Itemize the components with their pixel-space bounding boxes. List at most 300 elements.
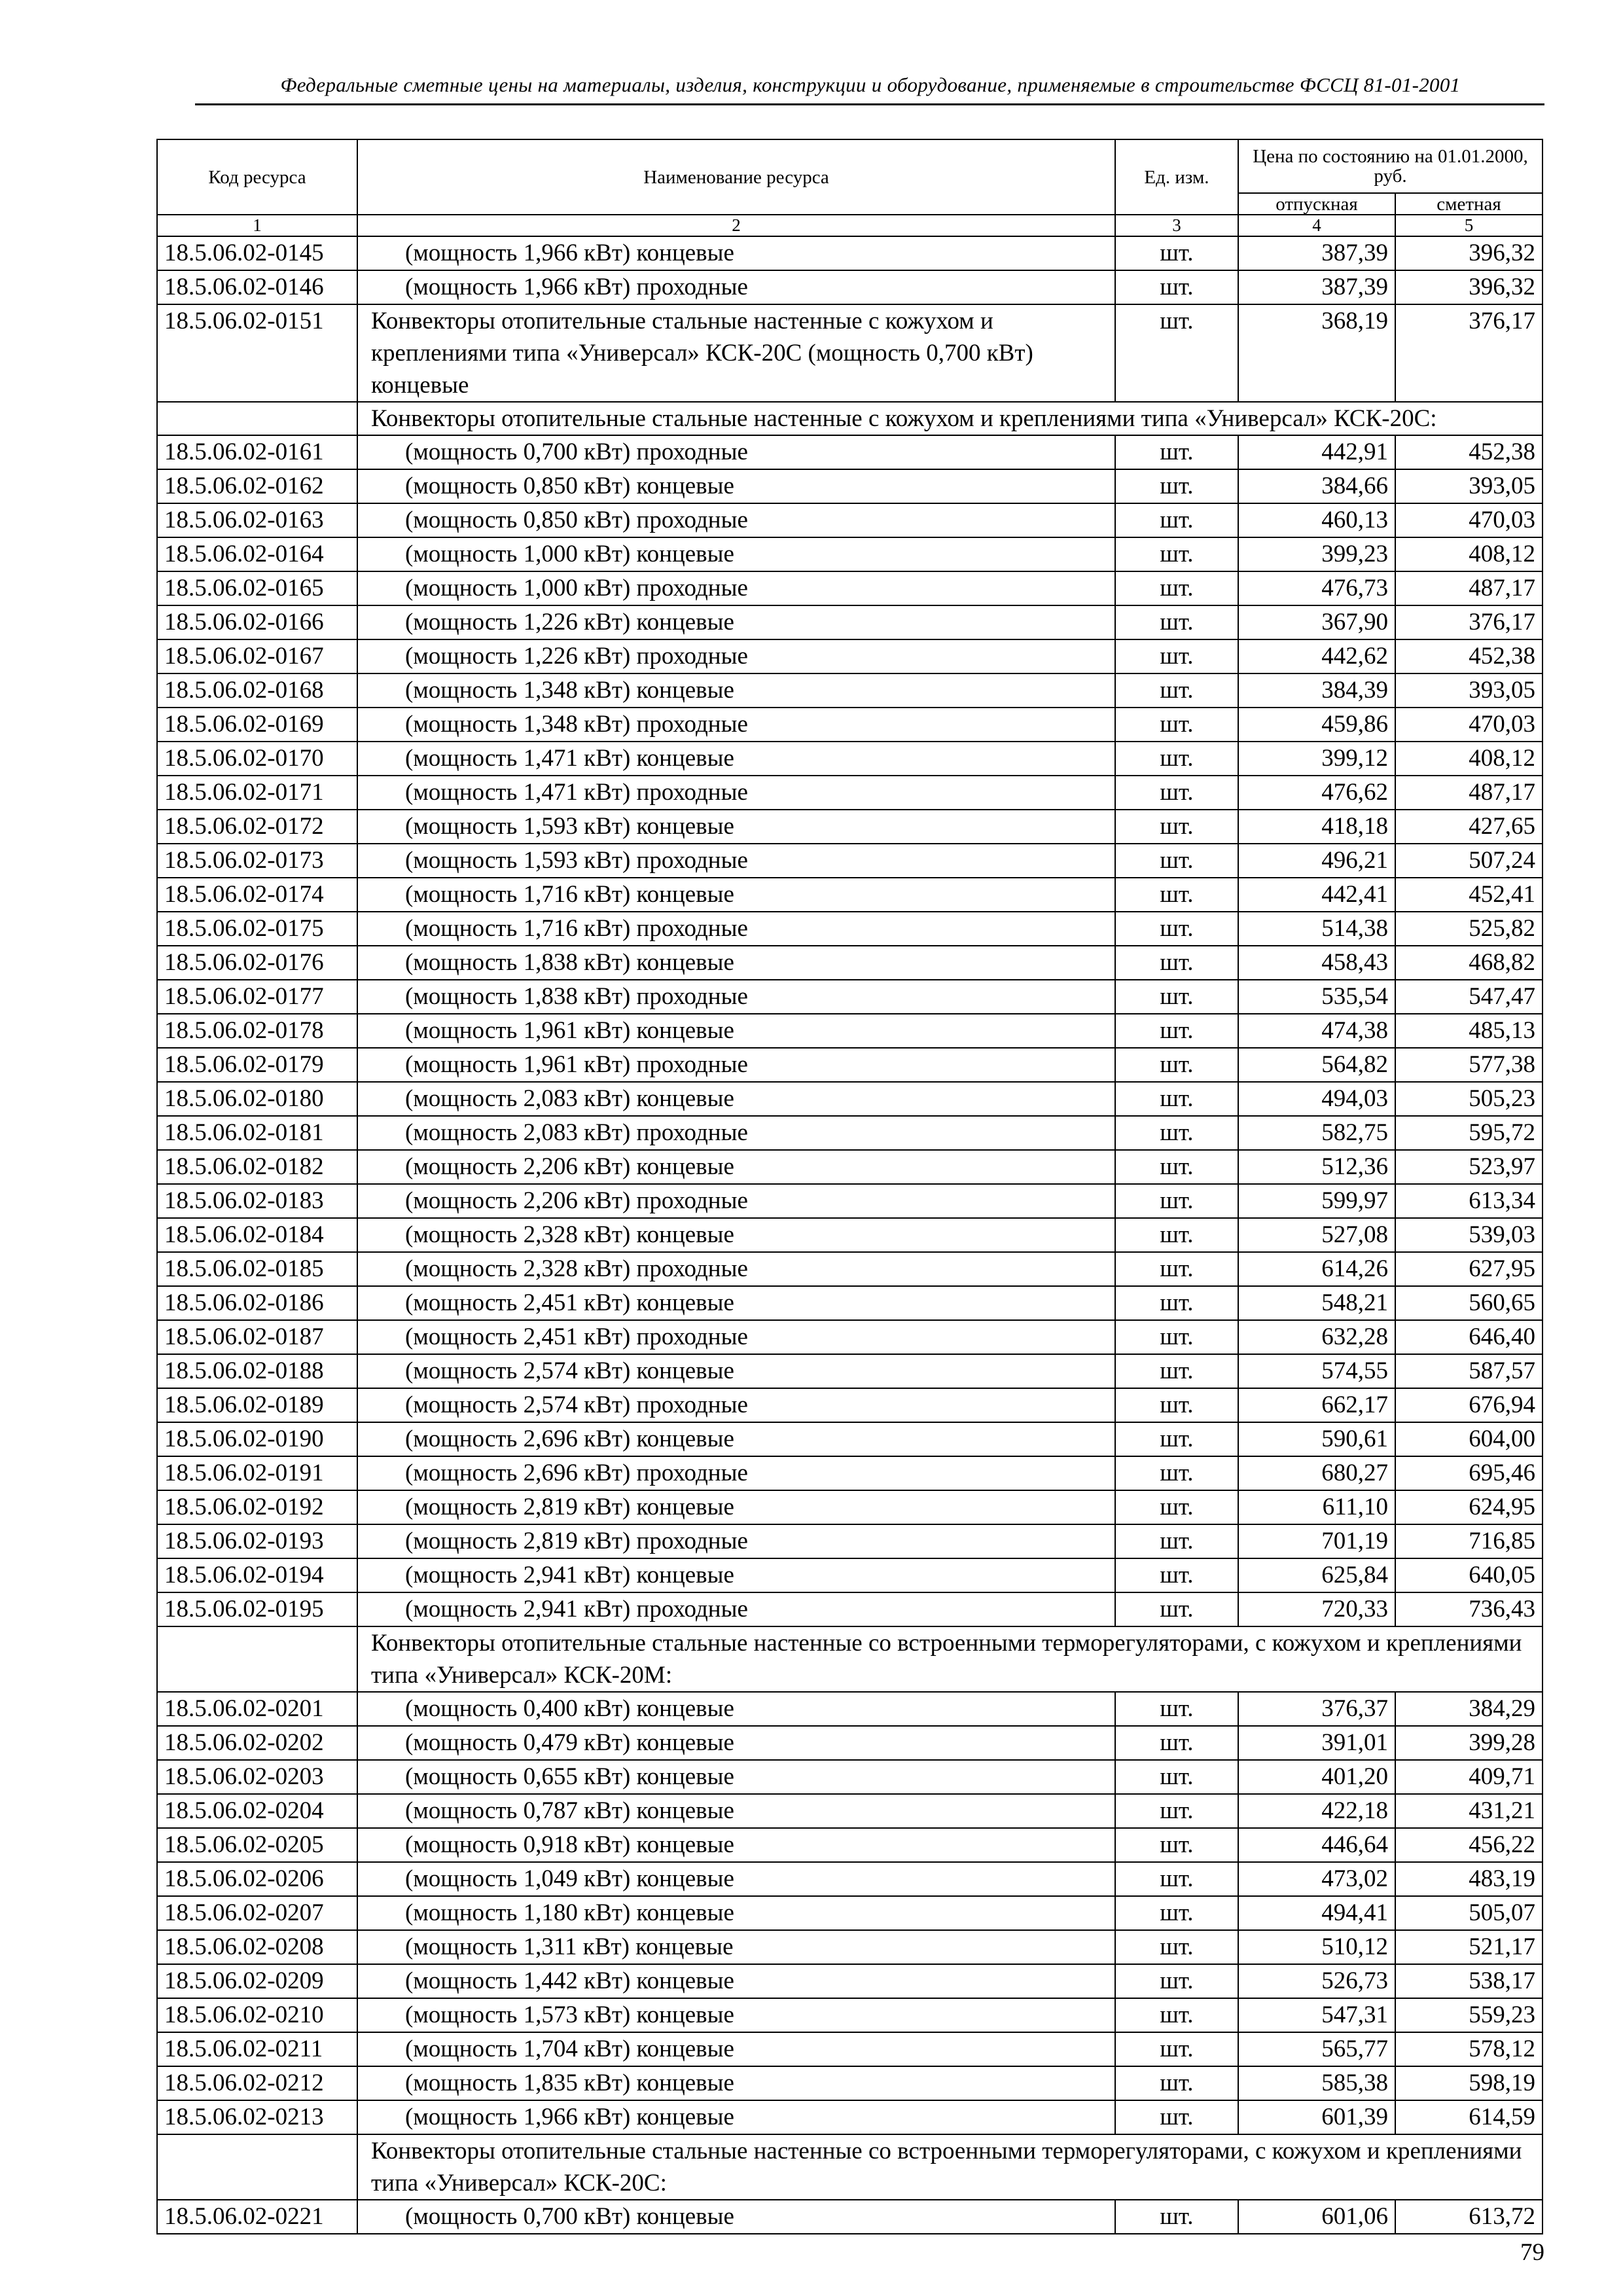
estimate-price: 598,19: [1395, 2066, 1543, 2100]
estimate-price: 577,38: [1395, 1048, 1543, 1082]
release-price: 476,62: [1238, 776, 1395, 810]
release-price: 399,12: [1238, 742, 1395, 776]
estimate-price: 396,32: [1395, 270, 1543, 304]
resource-name: (мощность 2,819 кВт) проходные: [357, 1524, 1115, 1558]
release-price: 632,28: [1238, 1320, 1395, 1354]
unit-cell: шт.: [1115, 810, 1238, 844]
table-row: [157, 1116, 1543, 1150]
table-row: [157, 1218, 1543, 1252]
estimate-price: 485,13: [1395, 1014, 1543, 1048]
table-row: [157, 1354, 1543, 1388]
table-row: [157, 1286, 1543, 1320]
group-heading: Конвекторы отопительные стальные настенные со встроенными терморегуляторами, с кожухом и креплениями типа «Универсал» КСК-20С:: [357, 2134, 1543, 2200]
resource-code: 18.5.06.02-0202: [157, 1726, 357, 1760]
col-number: 3: [1115, 215, 1238, 236]
table-row: [157, 1558, 1543, 1592]
table-row: [157, 304, 1543, 402]
unit-cell: шт.: [1115, 1524, 1238, 1558]
release-price: 401,20: [1238, 1760, 1395, 1794]
release-price: 527,08: [1238, 1218, 1395, 1252]
resource-name: (мощность 1,716 кВт) проходные: [357, 912, 1115, 946]
resource-code: 18.5.06.02-0208: [157, 1930, 357, 1964]
resource-code: 18.5.06.02-0179: [157, 1048, 357, 1082]
resource-code: 18.5.06.02-0180: [157, 1082, 357, 1116]
resource-name: (мощность 1,966 кВт) концевые: [357, 2100, 1115, 2134]
resource-code: 18.5.06.02-0178: [157, 1014, 357, 1048]
estimate-price: 456,22: [1395, 1828, 1543, 1862]
estimate-price: 452,41: [1395, 878, 1543, 912]
resource-name: (мощность 0,700 кВт) проходные: [357, 435, 1115, 469]
resource-code: 18.5.06.02-0182: [157, 1150, 357, 1184]
release-price: 494,03: [1238, 1082, 1395, 1116]
resource-code: 18.5.06.02-0172: [157, 810, 357, 844]
estimate-price: 470,03: [1395, 708, 1543, 742]
estimate-price: 427,65: [1395, 810, 1543, 844]
resource-name: (мощность 1,704 кВт) концевые: [357, 2032, 1115, 2066]
unit-cell: шт.: [1115, 1592, 1238, 1626]
release-price: 376,37: [1238, 1692, 1395, 1726]
release-price: 459,86: [1238, 708, 1395, 742]
resource-name: (мощность 0,850 кВт) проходные: [357, 503, 1115, 537]
table-row: [157, 742, 1543, 776]
unit-cell: шт.: [1115, 1048, 1238, 1082]
resource-name: (мощность 1,966 кВт) концевые: [357, 236, 1115, 270]
table-row: [157, 1794, 1543, 1828]
unit-cell: шт.: [1115, 1862, 1238, 1896]
unit-cell: шт.: [1115, 1558, 1238, 1592]
estimate-price: 627,95: [1395, 1252, 1543, 1286]
price-table: [156, 139, 1543, 2234]
release-price: 601,06: [1238, 2200, 1395, 2234]
unit-cell: шт.: [1115, 605, 1238, 639]
resource-code: 18.5.06.02-0171: [157, 776, 357, 810]
resource-code: 18.5.06.02-0165: [157, 571, 357, 605]
estimate-price: 521,17: [1395, 1930, 1543, 1964]
resource-name: (мощность 2,941 кВт) проходные: [357, 1592, 1115, 1626]
estimate-price: 409,71: [1395, 1760, 1543, 1794]
resource-name: (мощность 0,400 кВт) концевые: [357, 1692, 1115, 1726]
estimate-price: 736,43: [1395, 1592, 1543, 1626]
resource-code: 18.5.06.02-0209: [157, 1964, 357, 1998]
table-row: [157, 1896, 1543, 1930]
resource-name: (мощность 1,835 кВт) концевые: [357, 2066, 1115, 2100]
resource-name: (мощность 1,961 кВт) концевые: [357, 1014, 1115, 1048]
table-row: [157, 844, 1543, 878]
resource-name: (мощность 1,593 кВт) концевые: [357, 810, 1115, 844]
table-row: [157, 1422, 1543, 1456]
resource-name: (мощность 1,049 кВт) концевые: [357, 1862, 1115, 1896]
unit-cell: шт.: [1115, 1490, 1238, 1524]
estimate-price: 393,05: [1395, 673, 1543, 708]
table-row: [157, 946, 1543, 980]
release-price: 442,62: [1238, 639, 1395, 673]
estimate-price: 408,12: [1395, 537, 1543, 571]
release-price: 473,02: [1238, 1862, 1395, 1896]
estimate-price: 646,40: [1395, 1320, 1543, 1354]
unit-cell: шт.: [1115, 1456, 1238, 1490]
resource-name: (мощность 2,696 кВт) концевые: [357, 1422, 1115, 1456]
estimate-price: 716,85: [1395, 1524, 1543, 1558]
unit-cell: шт.: [1115, 673, 1238, 708]
estimate-price: 376,17: [1395, 304, 1543, 402]
estimate-price: 507,24: [1395, 844, 1543, 878]
table-row: [157, 1014, 1543, 1048]
resource-code: 18.5.06.02-0190: [157, 1422, 357, 1456]
table-row: [157, 810, 1543, 844]
release-price: 460,13: [1238, 503, 1395, 537]
release-price: 494,41: [1238, 1896, 1395, 1930]
resource-code: 18.5.06.02-0210: [157, 1998, 357, 2032]
resource-code: 18.5.06.02-0151: [157, 304, 357, 402]
resource-name: (мощность 1,348 кВт) проходные: [357, 708, 1115, 742]
release-price: 720,33: [1238, 1592, 1395, 1626]
unit-cell: шт.: [1115, 1150, 1238, 1184]
release-price: 510,12: [1238, 1930, 1395, 1964]
resource-code: 18.5.06.02-0212: [157, 2066, 357, 2100]
unit-cell: шт.: [1115, 1794, 1238, 1828]
estimate-price: 614,59: [1395, 2100, 1543, 2134]
resource-code: 18.5.06.02-0188: [157, 1354, 357, 1388]
resource-name: (мощность 0,850 кВт) концевые: [357, 469, 1115, 503]
unit-cell: шт.: [1115, 639, 1238, 673]
resource-code: 18.5.06.02-0176: [157, 946, 357, 980]
group-code-cell: [157, 2134, 357, 2200]
col-header-unit: Ед. изм.: [1115, 139, 1238, 215]
release-price: 387,39: [1238, 236, 1395, 270]
estimate-price: 384,29: [1395, 1692, 1543, 1726]
unit-cell: шт.: [1115, 469, 1238, 503]
release-price: 590,61: [1238, 1422, 1395, 1456]
unit-cell: шт.: [1115, 708, 1238, 742]
unit-cell: шт.: [1115, 878, 1238, 912]
table-row: [157, 776, 1543, 810]
release-price: 582,75: [1238, 1116, 1395, 1150]
resource-name: (мощность 0,700 кВт) концевые: [357, 2200, 1115, 2234]
unit-cell: шт.: [1115, 1218, 1238, 1252]
unit-cell: шт.: [1115, 236, 1238, 270]
estimate-price: 640,05: [1395, 1558, 1543, 1592]
estimate-price: 376,17: [1395, 605, 1543, 639]
resource-code: 18.5.06.02-0175: [157, 912, 357, 946]
resource-name: (мощность 2,574 кВт) проходные: [357, 1388, 1115, 1422]
resource-code: 18.5.06.02-0177: [157, 980, 357, 1014]
header-rule: [195, 103, 1544, 105]
unit-cell: шт.: [1115, 1930, 1238, 1964]
estimate-price: 595,72: [1395, 1116, 1543, 1150]
release-price: 585,38: [1238, 2066, 1395, 2100]
resource-name: (мощность 1,838 кВт) концевые: [357, 946, 1115, 980]
estimate-price: 468,82: [1395, 946, 1543, 980]
group-heading-row: [157, 2134, 1543, 2200]
unit-cell: шт.: [1115, 912, 1238, 946]
resource-code: 18.5.06.02-0211: [157, 2032, 357, 2066]
estimate-price: 483,19: [1395, 1862, 1543, 1896]
release-price: 601,39: [1238, 2100, 1395, 2134]
resource-name: (мощность 1,966 кВт) проходные: [357, 270, 1115, 304]
resource-name: (мощность 2,206 кВт) проходные: [357, 1184, 1115, 1218]
table-row: [157, 2100, 1543, 2134]
resource-code: 18.5.06.02-0174: [157, 878, 357, 912]
resource-name: (мощность 1,348 кВт) концевые: [357, 673, 1115, 708]
release-price: 418,18: [1238, 810, 1395, 844]
resource-name: (мощность 1,226 кВт) концевые: [357, 605, 1115, 639]
release-price: 496,21: [1238, 844, 1395, 878]
resource-code: 18.5.06.02-0146: [157, 270, 357, 304]
resource-code: 18.5.06.02-0145: [157, 236, 357, 270]
estimate-price: 559,23: [1395, 1998, 1543, 2032]
group-heading: Конвекторы отопительные стальные настенные с кожухом и креплениями типа «Универсал» КСК-20С:: [357, 402, 1543, 435]
release-price: 422,18: [1238, 1794, 1395, 1828]
release-price: 391,01: [1238, 1726, 1395, 1760]
table-row: [157, 1524, 1543, 1558]
col-number: 1: [157, 215, 357, 236]
resource-code: 18.5.06.02-0187: [157, 1320, 357, 1354]
resource-name: (мощность 2,083 кВт) концевые: [357, 1082, 1115, 1116]
unit-cell: шт.: [1115, 1760, 1238, 1794]
group-code-cell: [157, 1626, 357, 1692]
col-header-name: Наименование ресурса: [357, 139, 1115, 215]
estimate-price: 539,03: [1395, 1218, 1543, 1252]
table-row: [157, 1320, 1543, 1354]
resource-code: 18.5.06.02-0183: [157, 1184, 357, 1218]
estimate-price: 399,28: [1395, 1726, 1543, 1760]
resource-name: (мощность 0,479 кВт) концевые: [357, 1726, 1115, 1760]
estimate-price: 396,32: [1395, 236, 1543, 270]
table-row: [157, 1490, 1543, 1524]
estimate-price: 393,05: [1395, 469, 1543, 503]
release-price: 458,43: [1238, 946, 1395, 980]
table-row: [157, 1150, 1543, 1184]
resource-code: 18.5.06.02-0195: [157, 1592, 357, 1626]
table-row: [157, 1184, 1543, 1218]
resource-name: (мощность 1,471 кВт) концевые: [357, 742, 1115, 776]
resource-code: 18.5.06.02-0213: [157, 2100, 357, 2134]
release-price: 384,39: [1238, 673, 1395, 708]
resource-code: 18.5.06.02-0221: [157, 2200, 357, 2234]
estimate-price: 523,97: [1395, 1150, 1543, 1184]
table-row: [157, 236, 1543, 270]
estimate-price: 431,21: [1395, 1794, 1543, 1828]
resource-code: 18.5.06.02-0205: [157, 1828, 357, 1862]
unit-cell: шт.: [1115, 2032, 1238, 2066]
release-price: 662,17: [1238, 1388, 1395, 1422]
release-price: 565,77: [1238, 2032, 1395, 2066]
release-price: 384,66: [1238, 469, 1395, 503]
table-row: [157, 2200, 1543, 2234]
resource-code: 18.5.06.02-0201: [157, 1692, 357, 1726]
resource-name: (мощность 1,000 кВт) концевые: [357, 537, 1115, 571]
estimate-price: 547,47: [1395, 980, 1543, 1014]
table-row: [157, 1692, 1543, 1726]
table-row: [157, 1048, 1543, 1082]
resource-code: 18.5.06.02-0193: [157, 1524, 357, 1558]
unit-cell: шт.: [1115, 537, 1238, 571]
resource-code: 18.5.06.02-0161: [157, 435, 357, 469]
estimate-price: 578,12: [1395, 2032, 1543, 2066]
col-number: 4: [1238, 215, 1395, 236]
table-row: [157, 571, 1543, 605]
table-row: [157, 503, 1543, 537]
resource-code: 18.5.06.02-0194: [157, 1558, 357, 1592]
unit-cell: шт.: [1115, 1422, 1238, 1456]
release-price: 574,55: [1238, 1354, 1395, 1388]
resource-name: (мощность 1,442 кВт) концевые: [357, 1964, 1115, 1998]
resource-name: (мощность 1,311 кВт) концевые: [357, 1930, 1115, 1964]
unit-cell: шт.: [1115, 1692, 1238, 1726]
estimate-price: 613,72: [1395, 2200, 1543, 2234]
resource-code: 18.5.06.02-0204: [157, 1794, 357, 1828]
table-row: [157, 1760, 1543, 1794]
unit-cell: шт.: [1115, 1082, 1238, 1116]
col-header-release: отпускная: [1238, 193, 1395, 215]
resource-name: (мощность 2,451 кВт) концевые: [357, 1286, 1115, 1320]
unit-cell: шт.: [1115, 1184, 1238, 1218]
resource-name: Конвекторы отопительные стальные настенные с кожухом и креплениями типа «Универсал» КСК-20С (мощность 0,700 кВт) концевые: [357, 304, 1115, 402]
unit-cell: шт.: [1115, 1354, 1238, 1388]
resource-code: 18.5.06.02-0163: [157, 503, 357, 537]
resource-code: 18.5.06.02-0191: [157, 1456, 357, 1490]
col-header-code: Код ресурса: [157, 139, 357, 215]
estimate-price: 613,34: [1395, 1184, 1543, 1218]
release-price: 514,38: [1238, 912, 1395, 946]
unit-cell: шт.: [1115, 1998, 1238, 2032]
release-price: 564,82: [1238, 1048, 1395, 1082]
release-price: 611,10: [1238, 1490, 1395, 1524]
table-row: [157, 2066, 1543, 2100]
resource-code: 18.5.06.02-0170: [157, 742, 357, 776]
table-body: [157, 236, 1543, 2234]
resource-code: 18.5.06.02-0164: [157, 537, 357, 571]
resource-name: (мощность 2,206 кВт) концевые: [357, 1150, 1115, 1184]
estimate-price: 538,17: [1395, 1964, 1543, 1998]
resource-name: (мощность 2,819 кВт) концевые: [357, 1490, 1115, 1524]
table-row: [157, 1862, 1543, 1896]
table-row: [157, 270, 1543, 304]
estimate-price: 505,23: [1395, 1082, 1543, 1116]
release-price: 476,73: [1238, 571, 1395, 605]
page-number: 79: [1520, 2239, 1544, 2266]
resource-name: (мощность 2,574 кВт) концевые: [357, 1354, 1115, 1388]
group-heading-row: [157, 1626, 1543, 1692]
resource-name: (мощность 0,655 кВт) концевые: [357, 1760, 1115, 1794]
resource-name: (мощность 1,471 кВт) проходные: [357, 776, 1115, 810]
release-price: 442,91: [1238, 435, 1395, 469]
unit-cell: шт.: [1115, 2100, 1238, 2134]
table-row: [157, 1828, 1543, 1862]
resource-name: (мощность 1,961 кВт) проходные: [357, 1048, 1115, 1082]
resource-name: (мощность 2,328 кВт) проходные: [357, 1252, 1115, 1286]
unit-cell: шт.: [1115, 1828, 1238, 1862]
resource-name: (мощность 1,000 кВт) проходные: [357, 571, 1115, 605]
table-row: [157, 980, 1543, 1014]
resource-code: 18.5.06.02-0203: [157, 1760, 357, 1794]
release-price: 547,31: [1238, 1998, 1395, 2032]
resource-code: 18.5.06.02-0169: [157, 708, 357, 742]
table-row: [157, 1998, 1543, 2032]
group-code-cell: [157, 402, 357, 435]
release-price: 442,41: [1238, 878, 1395, 912]
table-row: [157, 1592, 1543, 1626]
release-price: 512,36: [1238, 1150, 1395, 1184]
resource-name: (мощность 1,180 кВт) концевые: [357, 1896, 1115, 1930]
unit-cell: шт.: [1115, 1320, 1238, 1354]
unit-cell: шт.: [1115, 2200, 1238, 2234]
estimate-price: 587,57: [1395, 1354, 1543, 1388]
resource-name: (мощность 2,328 кВт) концевые: [357, 1218, 1115, 1252]
release-price: 548,21: [1238, 1286, 1395, 1320]
resource-code: 18.5.06.02-0166: [157, 605, 357, 639]
resource-code: 18.5.06.02-0173: [157, 844, 357, 878]
table-row: [157, 673, 1543, 708]
estimate-price: 487,17: [1395, 776, 1543, 810]
resource-name: (мощность 0,918 кВт) концевые: [357, 1828, 1115, 1862]
release-price: 368,19: [1238, 304, 1395, 402]
estimate-price: 676,94: [1395, 1388, 1543, 1422]
release-price: 535,54: [1238, 980, 1395, 1014]
col-header-price: Цена по состоянию на 01.01.2000, руб.: [1238, 139, 1543, 193]
resource-code: 18.5.06.02-0186: [157, 1286, 357, 1320]
release-price: 474,38: [1238, 1014, 1395, 1048]
release-price: 680,27: [1238, 1456, 1395, 1490]
unit-cell: шт.: [1115, 304, 1238, 402]
table-row: [157, 1456, 1543, 1490]
unit-cell: шт.: [1115, 1964, 1238, 1998]
group-heading-row: [157, 402, 1543, 435]
resource-name: (мощность 1,226 кВт) проходные: [357, 639, 1115, 673]
unit-cell: шт.: [1115, 503, 1238, 537]
table-row: [157, 1388, 1543, 1422]
table-row: [157, 1082, 1543, 1116]
group-heading: Конвекторы отопительные стальные настенные со встроенными терморегуляторами, с кожухом и креплениями типа «Универсал» КСК-20М:: [357, 1626, 1543, 1692]
release-price: 614,26: [1238, 1252, 1395, 1286]
unit-cell: шт.: [1115, 844, 1238, 878]
unit-cell: шт.: [1115, 1388, 1238, 1422]
resource-code: 18.5.06.02-0185: [157, 1252, 357, 1286]
estimate-price: 487,17: [1395, 571, 1543, 605]
release-price: 625,84: [1238, 1558, 1395, 1592]
table-row: [157, 469, 1543, 503]
resource-code: 18.5.06.02-0189: [157, 1388, 357, 1422]
estimate-price: 470,03: [1395, 503, 1543, 537]
resource-name: (мощность 1,716 кВт) концевые: [357, 878, 1115, 912]
estimate-price: 452,38: [1395, 639, 1543, 673]
estimate-price: 604,00: [1395, 1422, 1543, 1456]
resource-name: (мощность 1,593 кВт) проходные: [357, 844, 1115, 878]
resource-code: 18.5.06.02-0168: [157, 673, 357, 708]
estimate-price: 408,12: [1395, 742, 1543, 776]
estimate-price: 525,82: [1395, 912, 1543, 946]
table-row: [157, 639, 1543, 673]
table-row: [157, 1964, 1543, 1998]
unit-cell: шт.: [1115, 1896, 1238, 1930]
unit-cell: шт.: [1115, 2066, 1238, 2100]
resource-name: (мощность 2,083 кВт) проходные: [357, 1116, 1115, 1150]
release-price: 399,23: [1238, 537, 1395, 571]
unit-cell: шт.: [1115, 1726, 1238, 1760]
unit-cell: шт.: [1115, 1286, 1238, 1320]
unit-cell: шт.: [1115, 435, 1238, 469]
resource-name: (мощность 0,787 кВт) концевые: [357, 1794, 1115, 1828]
estimate-price: 695,46: [1395, 1456, 1543, 1490]
unit-cell: шт.: [1115, 776, 1238, 810]
table-row: [157, 708, 1543, 742]
col-header-estimate: сметная: [1395, 193, 1543, 215]
release-price: 701,19: [1238, 1524, 1395, 1558]
table-row: [157, 537, 1543, 571]
release-price: 599,97: [1238, 1184, 1395, 1218]
resource-name: (мощность 1,838 кВт) проходные: [357, 980, 1115, 1014]
estimate-price: 505,07: [1395, 1896, 1543, 1930]
